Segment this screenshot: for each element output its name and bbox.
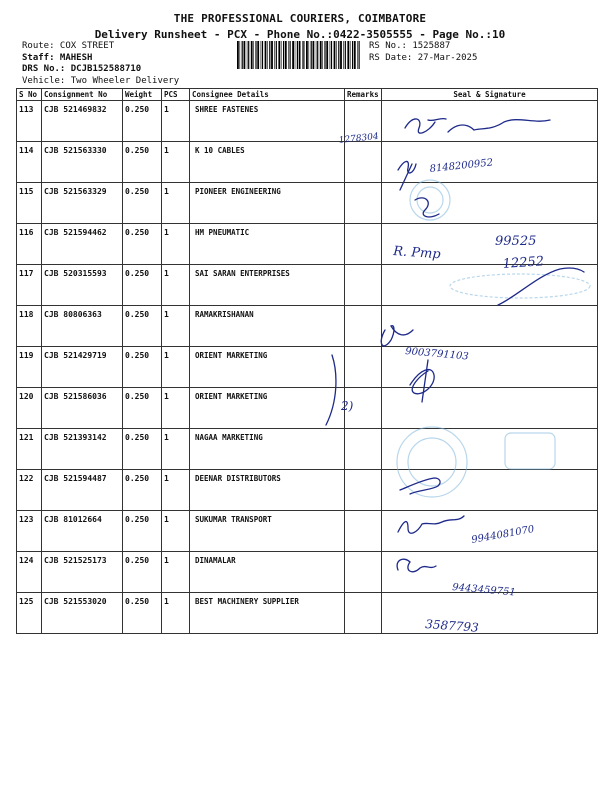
table-row [17,101,598,142]
cell-consignment: CJB 521553020 [42,593,123,634]
cell-consignment: CJB 520315593 [42,265,123,306]
cell-signature [382,347,598,388]
cell-pcs: 1 [162,552,190,593]
barcode-bar [278,41,280,69]
document-header [0,12,600,41]
cell-sno: 118 [17,306,42,347]
cell-consignee: DEENAR DISTRIBUTORS [190,470,345,511]
cell-signature [382,511,598,552]
cell-weight: 0.250 [123,511,162,552]
table-row [17,265,598,306]
hand-note-8: 9944081070 [470,524,536,546]
barcode-bar [237,41,239,69]
table-row [17,388,598,429]
barcode-bar [302,41,303,69]
cell-consignee: RAMAKRISHANAN [190,306,345,347]
cell-sno: 114 [17,142,42,183]
rs-number: RS No.: 1525887 [369,41,451,51]
cell-sno: 117 [17,265,42,306]
cell-signature [382,306,598,347]
cell-remarks [345,470,382,511]
col-sno: S No [17,89,42,101]
col-pcs: PCS [162,89,190,101]
cell-consignee: SHREE FASTENES [190,101,345,142]
runsheet-title: Delivery Runsheet - PCX - Phone No.:0422-3505555 - Page No.:10 [94,28,506,41]
barcode-bar [324,41,325,69]
barcode-bar [326,41,328,69]
table-row [17,552,598,593]
cell-signature [382,593,598,634]
cell-weight: 0.250 [123,183,162,224]
barcode-bar [262,41,263,69]
barcode-bar [336,41,337,69]
company-name: THE PROFESSIONAL COURIERS, COIMBATORE [173,12,427,25]
hand-note-4: 99525 [495,234,537,249]
cell-consignee: NAGAA MARKETING [190,429,345,470]
cell-pcs: 1 [162,593,190,634]
barcode-bar [295,41,296,69]
cell-sno: 120 [17,388,42,429]
hand-note-6: 9003791103 [404,346,470,363]
cell-consignment: CJB 80806363 [42,306,123,347]
barcode-bar [247,41,248,69]
cell-remarks [345,265,382,306]
cell-signature [382,142,598,183]
barcode-bar [251,41,253,69]
hand-note-5: 12252 [502,254,545,272]
cell-signature [382,470,598,511]
col-weight: Weight [123,89,162,101]
barcode-bar [255,41,256,69]
barcode-bar [331,41,332,69]
cell-consignment: CJB 521594462 [42,224,123,265]
staff: Staff: MAHESH [22,52,93,63]
barcode-bar [354,41,356,69]
barcode-bar [316,41,317,69]
cell-sno: 119 [17,347,42,388]
cell-pcs: 1 [162,142,190,183]
cell-remarks [345,388,382,429]
cell-remarks [345,224,382,265]
barcode-bar [285,41,287,69]
barcode-bar [297,41,298,69]
cell-consignment: CJB 81012664 [42,511,123,552]
barcode-bar [257,41,259,69]
cell-sno: 124 [17,552,42,593]
cell-signature [382,101,598,142]
barcode-bar [320,41,322,69]
table-row [17,183,598,224]
cell-sno: 121 [17,429,42,470]
barcode-bar [269,41,270,69]
cell-consignment: CJB 521563330 [42,142,123,183]
cell-pcs: 1 [162,183,190,224]
cell-pcs: 1 [162,347,190,388]
table-row [17,511,598,552]
cell-weight: 0.250 [123,101,162,142]
cell-pcs: 1 [162,306,190,347]
barcode-bar [347,41,349,69]
table-row [17,306,598,347]
cell-remarks [345,306,382,347]
cell-consignee: ORIENT MARKETING [190,388,345,429]
cell-consignment: CJB 521563329 [42,183,123,224]
cell-consignment: CJB 521393142 [42,429,123,470]
cell-remarks [345,511,382,552]
barcode-bar [244,41,246,69]
barcode-bar [253,41,254,69]
drs-number: DRS No.: DCJB152588710 [22,64,142,74]
runsheet-table [16,88,598,634]
cell-weight: 0.250 [123,429,162,470]
barcode-bar [352,41,353,69]
table-row [17,593,598,634]
cell-consignee: HM PNEUMATIC [190,224,345,265]
cell-sno: 123 [17,511,42,552]
cell-remarks [345,142,382,183]
barcode-bar [306,41,308,69]
barcode-bar [276,41,277,69]
cell-pcs: 1 [162,511,190,552]
barcode [237,41,362,69]
rs-date: RS Date: 27-Mar-2025 [369,52,478,63]
cell-signature [382,388,598,429]
cell-pcs: 1 [162,429,190,470]
barcode-bar [274,41,275,69]
hand-note-2: 8148200952 [429,157,494,175]
barcode-bar [317,41,318,69]
barcode-bar [345,41,346,69]
meta-right [369,41,477,64]
cell-consignee: PIONEER ENGINEERING [190,183,345,224]
cell-pcs: 1 [162,470,190,511]
barcode-bar [267,41,268,69]
barcode-bar [322,41,323,69]
cell-weight: 0.250 [123,470,162,511]
cell-signature [382,224,598,265]
table-row [17,347,598,388]
cell-consignment: CJB 521525173 [42,552,123,593]
barcode-bar [311,41,312,69]
barcode-bar [261,41,262,69]
barcode-bar [330,41,331,69]
vehicle: Vehicle: Two Wheeler Delivery [22,75,180,86]
cell-sno: 122 [17,470,42,511]
cell-sno: 115 [17,183,42,224]
cell-consignee: SAI SARAN ENTERPRISES [190,265,345,306]
barcode-bar [271,41,273,69]
cell-sno: 116 [17,224,42,265]
hand-note-9: 9443459751 [451,582,517,599]
cell-consignee: K 10 CABLES [190,142,345,183]
cell-consignee: ORIENT MARKETING [190,347,345,388]
barcode-bar [309,41,310,69]
cell-consignment: CJB 521469832 [42,101,123,142]
cell-consignment: CJB 521586036 [42,388,123,429]
barcode-bar [359,41,360,69]
barcode-bar [265,41,267,69]
cell-weight: 0.250 [123,388,162,429]
barcode-bar [343,41,344,69]
cell-sno: 125 [17,593,42,634]
col-consignee: Consignee Details [190,89,345,101]
barcode-bar [313,41,315,69]
cell-weight: 0.250 [123,224,162,265]
cell-pcs: 1 [162,224,190,265]
cell-weight: 0.250 [123,265,162,306]
cell-consignment: CJB 521429719 [42,347,123,388]
barcode-bar [242,41,243,69]
cell-remarks [345,347,382,388]
cell-remarks [345,552,382,593]
barcode-bar [338,41,339,69]
col-remarks: Remarks [345,89,382,101]
cell-weight: 0.250 [123,142,162,183]
cell-sno: 113 [17,101,42,142]
barcode-bar [288,41,289,69]
col-consignment: Consignment No [42,89,123,101]
barcode-bar [357,41,358,69]
hand-note-10: 3587793 [424,617,480,635]
barcode-bar [240,41,241,69]
cell-weight: 0.250 [123,306,162,347]
table-header-row [17,89,598,101]
cell-pcs: 1 [162,265,190,306]
cell-consignee: SUKUMAR TRANSPORT [190,511,345,552]
cell-pcs: 1 [162,388,190,429]
cell-remarks [345,593,382,634]
cell-weight: 0.250 [123,347,162,388]
cell-signature [382,183,598,224]
cell-consignee: DINAMALAR [190,552,345,593]
route: Route: COX STREET [22,41,115,51]
barcode-bar [299,41,301,69]
table-row [17,429,598,470]
cell-weight: 0.250 [123,593,162,634]
cell-consignee: BEST MACHINERY SUPPLIER [190,593,345,634]
barcode-bar [248,41,249,69]
col-seal-signature: Seal & Signature [382,89,598,101]
cell-remarks [345,101,382,142]
hand-note-3: R. Pmp [392,244,442,263]
hand-note-7: 2) [341,399,354,413]
cell-pcs: 1 [162,101,190,142]
cell-consignment: CJB 521594487 [42,470,123,511]
cell-remarks [345,183,382,224]
barcode-bar [334,41,336,69]
table-row [17,142,598,183]
cell-signature [382,265,598,306]
barcode-bar [281,41,282,69]
barcode-bar [340,41,342,69]
table-row [17,224,598,265]
cell-signature [382,429,598,470]
cell-weight: 0.250 [123,552,162,593]
barcode-bar [303,41,304,69]
barcode-bar [292,41,294,69]
barcode-bar [290,41,291,69]
meta-left [22,41,179,87]
barcode-bar [283,41,284,69]
barcode-bar [350,41,351,69]
cell-signature [382,552,598,593]
hand-note-1: 1278304 [338,131,380,146]
table-row [17,470,598,511]
cell-remarks [345,429,382,470]
